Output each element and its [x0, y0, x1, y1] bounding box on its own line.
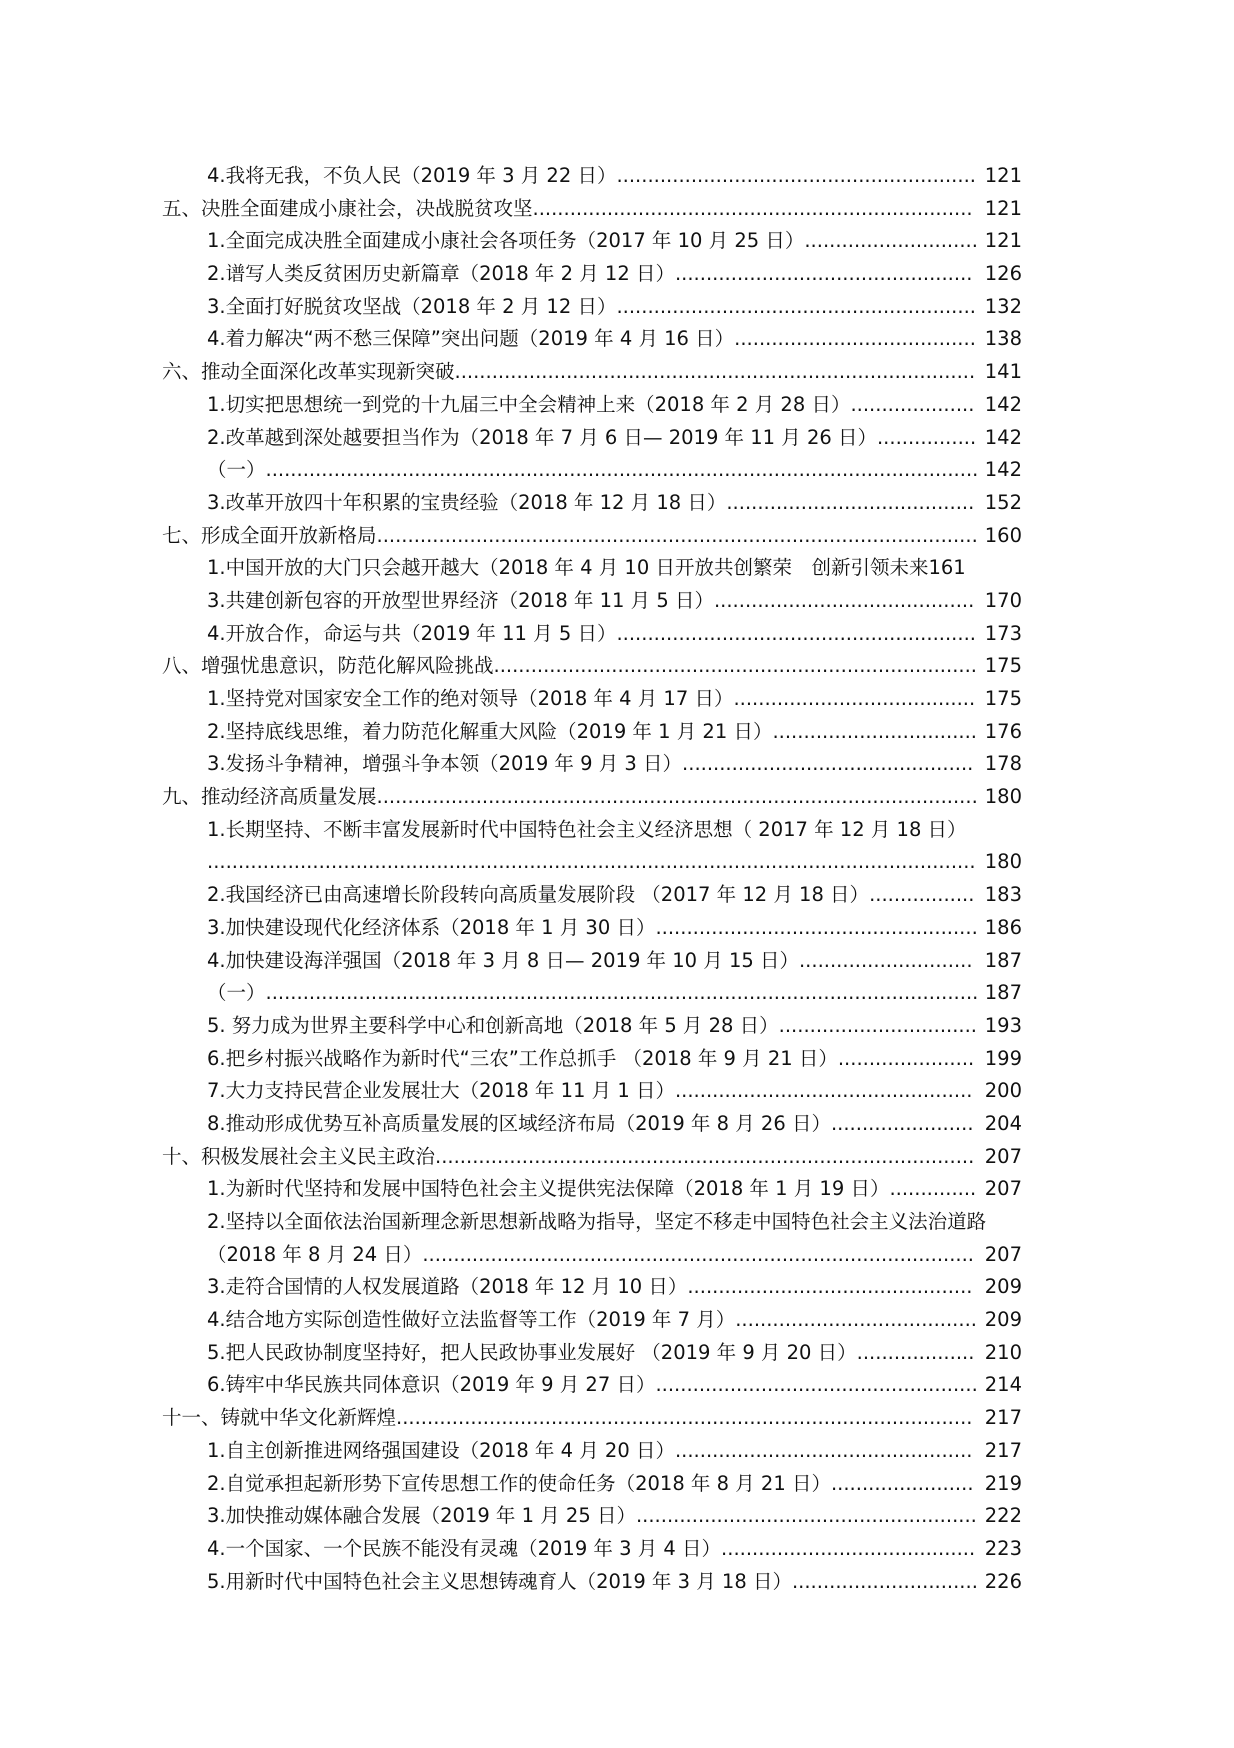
- toc-entry-title: 十、积极发展社会主义民主政治: [162, 1144, 436, 1168]
- toc-dot-leader: .............................................................................................: [396, 1406, 973, 1430]
- toc-page-number: 186: [984, 915, 1022, 939]
- toc-entry: [0, 716, 1234, 749]
- toc-entry-title: 3.走符合国情的人权发展道路（2018 年 12 月 10 日）: [207, 1275, 688, 1299]
- toc-page-number: 180: [984, 785, 1022, 809]
- toc-entry: [0, 1468, 1234, 1501]
- toc-page-number: 193: [984, 1013, 1022, 1037]
- toc-entry-title: 2.自觉承担起新形势下宣传思想工作的使命任务（2018 年 8 月 21 日）: [207, 1471, 831, 1495]
- toc-entry: [0, 683, 1234, 716]
- toc-dot-leader: .......................................: [734, 327, 976, 351]
- toc-dot-leader: .......................: [830, 1111, 974, 1135]
- toc-entry-title: 1.为新时代坚持和发展中国特色社会主义提供宪法保障（2018 年 1 月 19 日）: [207, 1177, 890, 1201]
- toc-dot-leader: ..............................: [791, 1569, 978, 1593]
- toc-dot-leader: ................................................: [674, 1079, 973, 1103]
- toc-entry-title: 1.切实把思想统一到党的十九届三中全会精神上来（2018 年 2 月 28 日）: [207, 392, 851, 416]
- toc-dot-leader: ...................: [856, 1340, 975, 1364]
- toc-entry: [0, 1337, 1234, 1370]
- toc-page-number: 217: [984, 1438, 1022, 1462]
- toc-entry: [0, 585, 1234, 618]
- toc-entry: [0, 748, 1234, 781]
- toc-entry-title: 7.大力支持民营企业发展壮大（2018 年 11 月 1 日）: [207, 1079, 675, 1103]
- toc-dot-leader: ................: [876, 425, 977, 449]
- toc-page-number: 187: [984, 981, 1022, 1005]
- toc-entry: [0, 650, 1234, 683]
- toc-page-number: 180: [984, 850, 1022, 874]
- toc-entry: [0, 552, 1234, 585]
- toc-page-number: 207: [984, 1242, 1022, 1266]
- toc-page-number: 132: [984, 294, 1022, 318]
- toc-page-number: 176: [984, 719, 1022, 743]
- toc-page-number: 207: [984, 1144, 1022, 1168]
- toc-entry: [0, 160, 1234, 193]
- toc-entry: [0, 912, 1234, 945]
- toc-dot-leader: ...............................................: [682, 752, 974, 776]
- toc-entry-title: （一）: [207, 458, 266, 482]
- toc-dot-leader: ....................................................................................: [454, 360, 976, 384]
- toc-page-number: 209: [984, 1275, 1022, 1299]
- toc-page-number: 178: [984, 752, 1022, 776]
- toc-entry-title: 3.加快建设现代化经济体系（2018 年 1 月 30 日）: [207, 915, 656, 939]
- toc-entry: [0, 356, 1234, 389]
- toc-entry: [0, 781, 1234, 814]
- toc-entry-title: 3.加快推动媒体融合发展（2019 年 1 月 25 日）: [207, 1504, 636, 1528]
- toc-page-number: 209: [984, 1308, 1022, 1332]
- toc-dot-leader: .......................................................: [635, 1504, 977, 1528]
- toc-entry-title: 8.推动形成优势互补高质量发展的区域经济布局（2019 年 8 月 26 日）: [207, 1111, 831, 1135]
- toc-entry-title: 6.把乡村振兴战略作为新时代“三农”工作总抓手 （2018 年 9 月 21 日）: [207, 1046, 838, 1070]
- toc-page-number: 207: [984, 1177, 1022, 1201]
- toc-page-number: 214: [984, 1373, 1022, 1397]
- toc-entry: [0, 846, 1234, 879]
- toc-entry-title: 3.共建创新包容的开放型世界经济（2018 年 11 月 5 日）: [207, 588, 714, 612]
- toc-entry-title: 1.中国开放的大门只会越开越大（2018 年 4 月 10 日开放共创繁荣 创新引领未来: [207, 556, 929, 580]
- toc-entry-title: 4.加快建设海洋强国（2018 年 3 月 8 日— 2019 年 10 月 15 日）: [207, 948, 799, 972]
- toc-dot-leader: ..............................................: [687, 1275, 973, 1299]
- toc-page-number: 126: [984, 262, 1022, 286]
- toc-page-number: 222: [984, 1504, 1022, 1528]
- toc-entry-title: 3.发扬斗争精神，增强斗争本领（2019 年 9 月 3 日）: [207, 752, 683, 776]
- toc-entry-title: 4.我将无我，不负人民（2019 年 3 月 22 日）: [207, 164, 617, 187]
- toc-entry-title: 1.自主创新推进网络强国建设（2018 年 4 月 20 日）: [207, 1438, 675, 1462]
- toc-entry-title: 十一、铸就中华文化新辉煌: [162, 1406, 397, 1430]
- toc-entry: [0, 618, 1234, 651]
- toc-entry: [0, 1206, 1234, 1239]
- toc-page-number: 187: [984, 948, 1022, 972]
- toc-entry-title: 1.全面完成决胜全面建成小康社会各项任务（2017 年 10 月 25 日）: [207, 229, 805, 253]
- toc-entry-title: 九、推动经济高质量发展: [162, 785, 377, 809]
- toc-page-number: 121: [984, 196, 1022, 220]
- toc-page-number: 200: [984, 1079, 1022, 1103]
- toc-entry: [0, 1566, 1234, 1599]
- toc-entry: [0, 422, 1234, 455]
- toc-dot-leader: .................................................................................................: [376, 523, 978, 547]
- toc-page-number: 175: [984, 654, 1022, 678]
- toc-entry: [0, 1173, 1234, 1206]
- toc-entry: [0, 1402, 1234, 1435]
- toc-entry-title: 八、增强忧患意识，防范化解风险挑战: [162, 654, 494, 678]
- toc-dot-leader: ........................................: [726, 490, 975, 514]
- toc-page-number: 161: [928, 556, 966, 580]
- toc-page-number: 138: [984, 327, 1022, 351]
- toc-dot-leader: ....................: [850, 392, 975, 416]
- toc-entry-title: 5.用新时代中国特色社会主义思想铸魂育人（2019 年 3 月 18 日）: [207, 1569, 792, 1593]
- toc-entry: [0, 1075, 1234, 1108]
- toc-entry-title: 1.长期坚持、不断丰富发展新时代中国特色社会主义经济思想（ 2017 年 12 月 18 日）: [207, 817, 967, 841]
- toc-dot-leader: ............................................................................................................................: [207, 850, 976, 874]
- table-of-contents: [0, 160, 1234, 1598]
- toc-dot-leader: .................................: [772, 719, 978, 743]
- toc-page-number: 142: [984, 392, 1022, 416]
- toc-dot-leader: ............................: [804, 229, 978, 253]
- toc-page-number: 173: [984, 621, 1022, 645]
- toc-page-number: 183: [984, 883, 1022, 907]
- toc-entry: [0, 258, 1234, 291]
- toc-entry-title: 5.把人民政协制度坚持好，把人民政协事业发展好 （2019 年 9 月 20 日）: [207, 1340, 857, 1364]
- toc-entry-title: 3.改革开放四十年积累的宝贵经验（2018 年 12 月 18 日）: [207, 490, 727, 514]
- toc-entry: [0, 520, 1234, 553]
- toc-dot-leader: ...................................................................................................................: [265, 458, 979, 482]
- toc-page-number: 121: [984, 229, 1022, 253]
- toc-page-number: 121: [984, 164, 1022, 187]
- toc-entry-title: （2018 年 8 月 24 日）: [207, 1242, 423, 1266]
- toc-dot-leader: ..............: [889, 1177, 977, 1201]
- toc-page-number: 210: [984, 1340, 1022, 1364]
- toc-dot-leader: ......................: [837, 1046, 975, 1070]
- toc-dot-leader: ................................................: [674, 262, 973, 286]
- toc-page-number: 142: [984, 425, 1022, 449]
- toc-entry: [0, 1533, 1234, 1566]
- toc-dot-leader: ..............................................................................: [493, 654, 977, 678]
- toc-entry-title: 六、推动全面深化改革实现新突破: [162, 360, 455, 384]
- toc-dot-leader: ...................................................................................................................: [265, 981, 979, 1005]
- toc-entry-title: 4.开放合作，命运与共（2019 年 11 月 5 日）: [207, 621, 617, 645]
- toc-entry: [0, 814, 1234, 847]
- toc-dot-leader: ....................................................: [655, 915, 978, 939]
- toc-entry: [0, 225, 1234, 258]
- toc-dot-leader: .................: [869, 883, 975, 907]
- toc-entry: [0, 1043, 1234, 1076]
- toc-page-number: 141: [984, 360, 1022, 384]
- toc-page-number: 142: [984, 458, 1022, 482]
- toc-entry: [0, 487, 1234, 520]
- toc-page-number: 217: [984, 1406, 1022, 1430]
- toc-entry-title: 2.坚持以全面依法治国新理念新思想新战略为指导，坚定不移走中国特色社会主义法治道路: [207, 1210, 987, 1233]
- toc-entry: [0, 389, 1234, 422]
- toc-entry: [0, 1435, 1234, 1468]
- toc-entry-title: 2.谱写人类反贫困历史新篇章（2018 年 2 月 12 日）: [207, 262, 675, 286]
- toc-page-number: 175: [984, 687, 1022, 710]
- toc-entry: [0, 1271, 1234, 1304]
- toc-entry-title: 2.坚持底线思维，着力防范化解重大风险（2019 年 1 月 21 日）: [207, 719, 773, 743]
- toc-dot-leader: ..........................................: [713, 588, 975, 612]
- toc-entry: [0, 1304, 1234, 1337]
- toc-entry-title: 3.全面打好脱贫攻坚战（2018 年 2 月 12 日）: [207, 294, 617, 318]
- toc-page-number: 226: [984, 1569, 1022, 1593]
- toc-page-number: 199: [984, 1046, 1022, 1070]
- toc-entry-title: 2.改革越到深处越要担当作为（2018 年 7 月 6 日— 2019 年 11 月 26 日）: [207, 425, 877, 449]
- toc-entry: [0, 977, 1234, 1010]
- toc-entry: [0, 1141, 1234, 1174]
- toc-page-number: 204: [984, 1111, 1022, 1135]
- toc-dot-leader: .......................................: [735, 1308, 977, 1332]
- toc-entry-title: 4.着力解决“两不愁三保障”突出问题（2019 年 4 月 16 日）: [207, 327, 735, 351]
- toc-entry: [0, 945, 1234, 978]
- toc-dot-leader: ............................: [798, 948, 973, 972]
- toc-dot-leader: .................................................................................................: [376, 785, 978, 809]
- toc-dot-leader: .......................................................................: [532, 196, 973, 220]
- toc-page-number: 219: [984, 1471, 1022, 1495]
- toc-dot-leader: .......................................................................................: [435, 1144, 975, 1168]
- toc-entry-title: 6.铸牢中华民族共同体意识（2019 年 9 月 27 日）: [207, 1373, 656, 1397]
- toc-entry: [0, 291, 1234, 324]
- toc-entry: [0, 1369, 1234, 1402]
- toc-entry: [0, 1500, 1234, 1533]
- toc-dot-leader: ..........................................................: [616, 294, 976, 318]
- toc-entry-title: （一）: [207, 981, 266, 1005]
- toc-entry: [0, 879, 1234, 912]
- toc-dot-leader: .........................................: [721, 1536, 976, 1560]
- toc-dot-leader: ..........................................................: [616, 621, 976, 645]
- toc-entry-title: 5. 努力成为世界主要科学中心和创新高地（2018 年 5 月 28 日）: [207, 1013, 779, 1037]
- toc-entry-title: 五、决胜全面建成小康社会，决战脱贫攻坚: [162, 196, 533, 220]
- toc-entry: [0, 1108, 1234, 1141]
- toc-entry-title: 2.我国经济已由高速增长阶段转向高质量发展阶段 （2017 年 12 月 18 日）: [207, 883, 870, 907]
- toc-entry: [0, 193, 1234, 226]
- toc-entry: [0, 1010, 1234, 1043]
- toc-dot-leader: ....................................................: [655, 1373, 978, 1397]
- toc-dot-leader: ..........................................................: [616, 164, 976, 187]
- toc-entry: [0, 1239, 1234, 1272]
- toc-dot-leader: .......................................: [733, 687, 976, 710]
- toc-entry-title: 4.一个国家、一个民族不能没有灵魂（2019 年 3 月 4 日）: [207, 1536, 722, 1560]
- toc-entry: [0, 323, 1234, 356]
- toc-page-number: 160: [984, 523, 1022, 547]
- toc-dot-leader: ................................: [778, 1013, 978, 1037]
- toc-page-number: 170: [984, 588, 1022, 612]
- toc-dot-leader: ................................................: [674, 1438, 973, 1462]
- toc-dot-leader: .........................................................................................: [422, 1242, 975, 1266]
- toc-entry-title: 七、形成全面开放新格局: [162, 523, 377, 547]
- toc-entry: [0, 454, 1234, 487]
- toc-page-number: 152: [984, 490, 1022, 514]
- toc-entry-title: 4.结合地方实际创造性做好立法监督等工作（2019 年 7 月）: [207, 1308, 736, 1332]
- toc-dot-leader: .......................: [830, 1471, 974, 1495]
- toc-page-number: 223: [984, 1536, 1022, 1560]
- toc-entry-title: 1.坚持党对国家安全工作的绝对领导（2018 年 4 月 17 日）: [207, 687, 734, 710]
